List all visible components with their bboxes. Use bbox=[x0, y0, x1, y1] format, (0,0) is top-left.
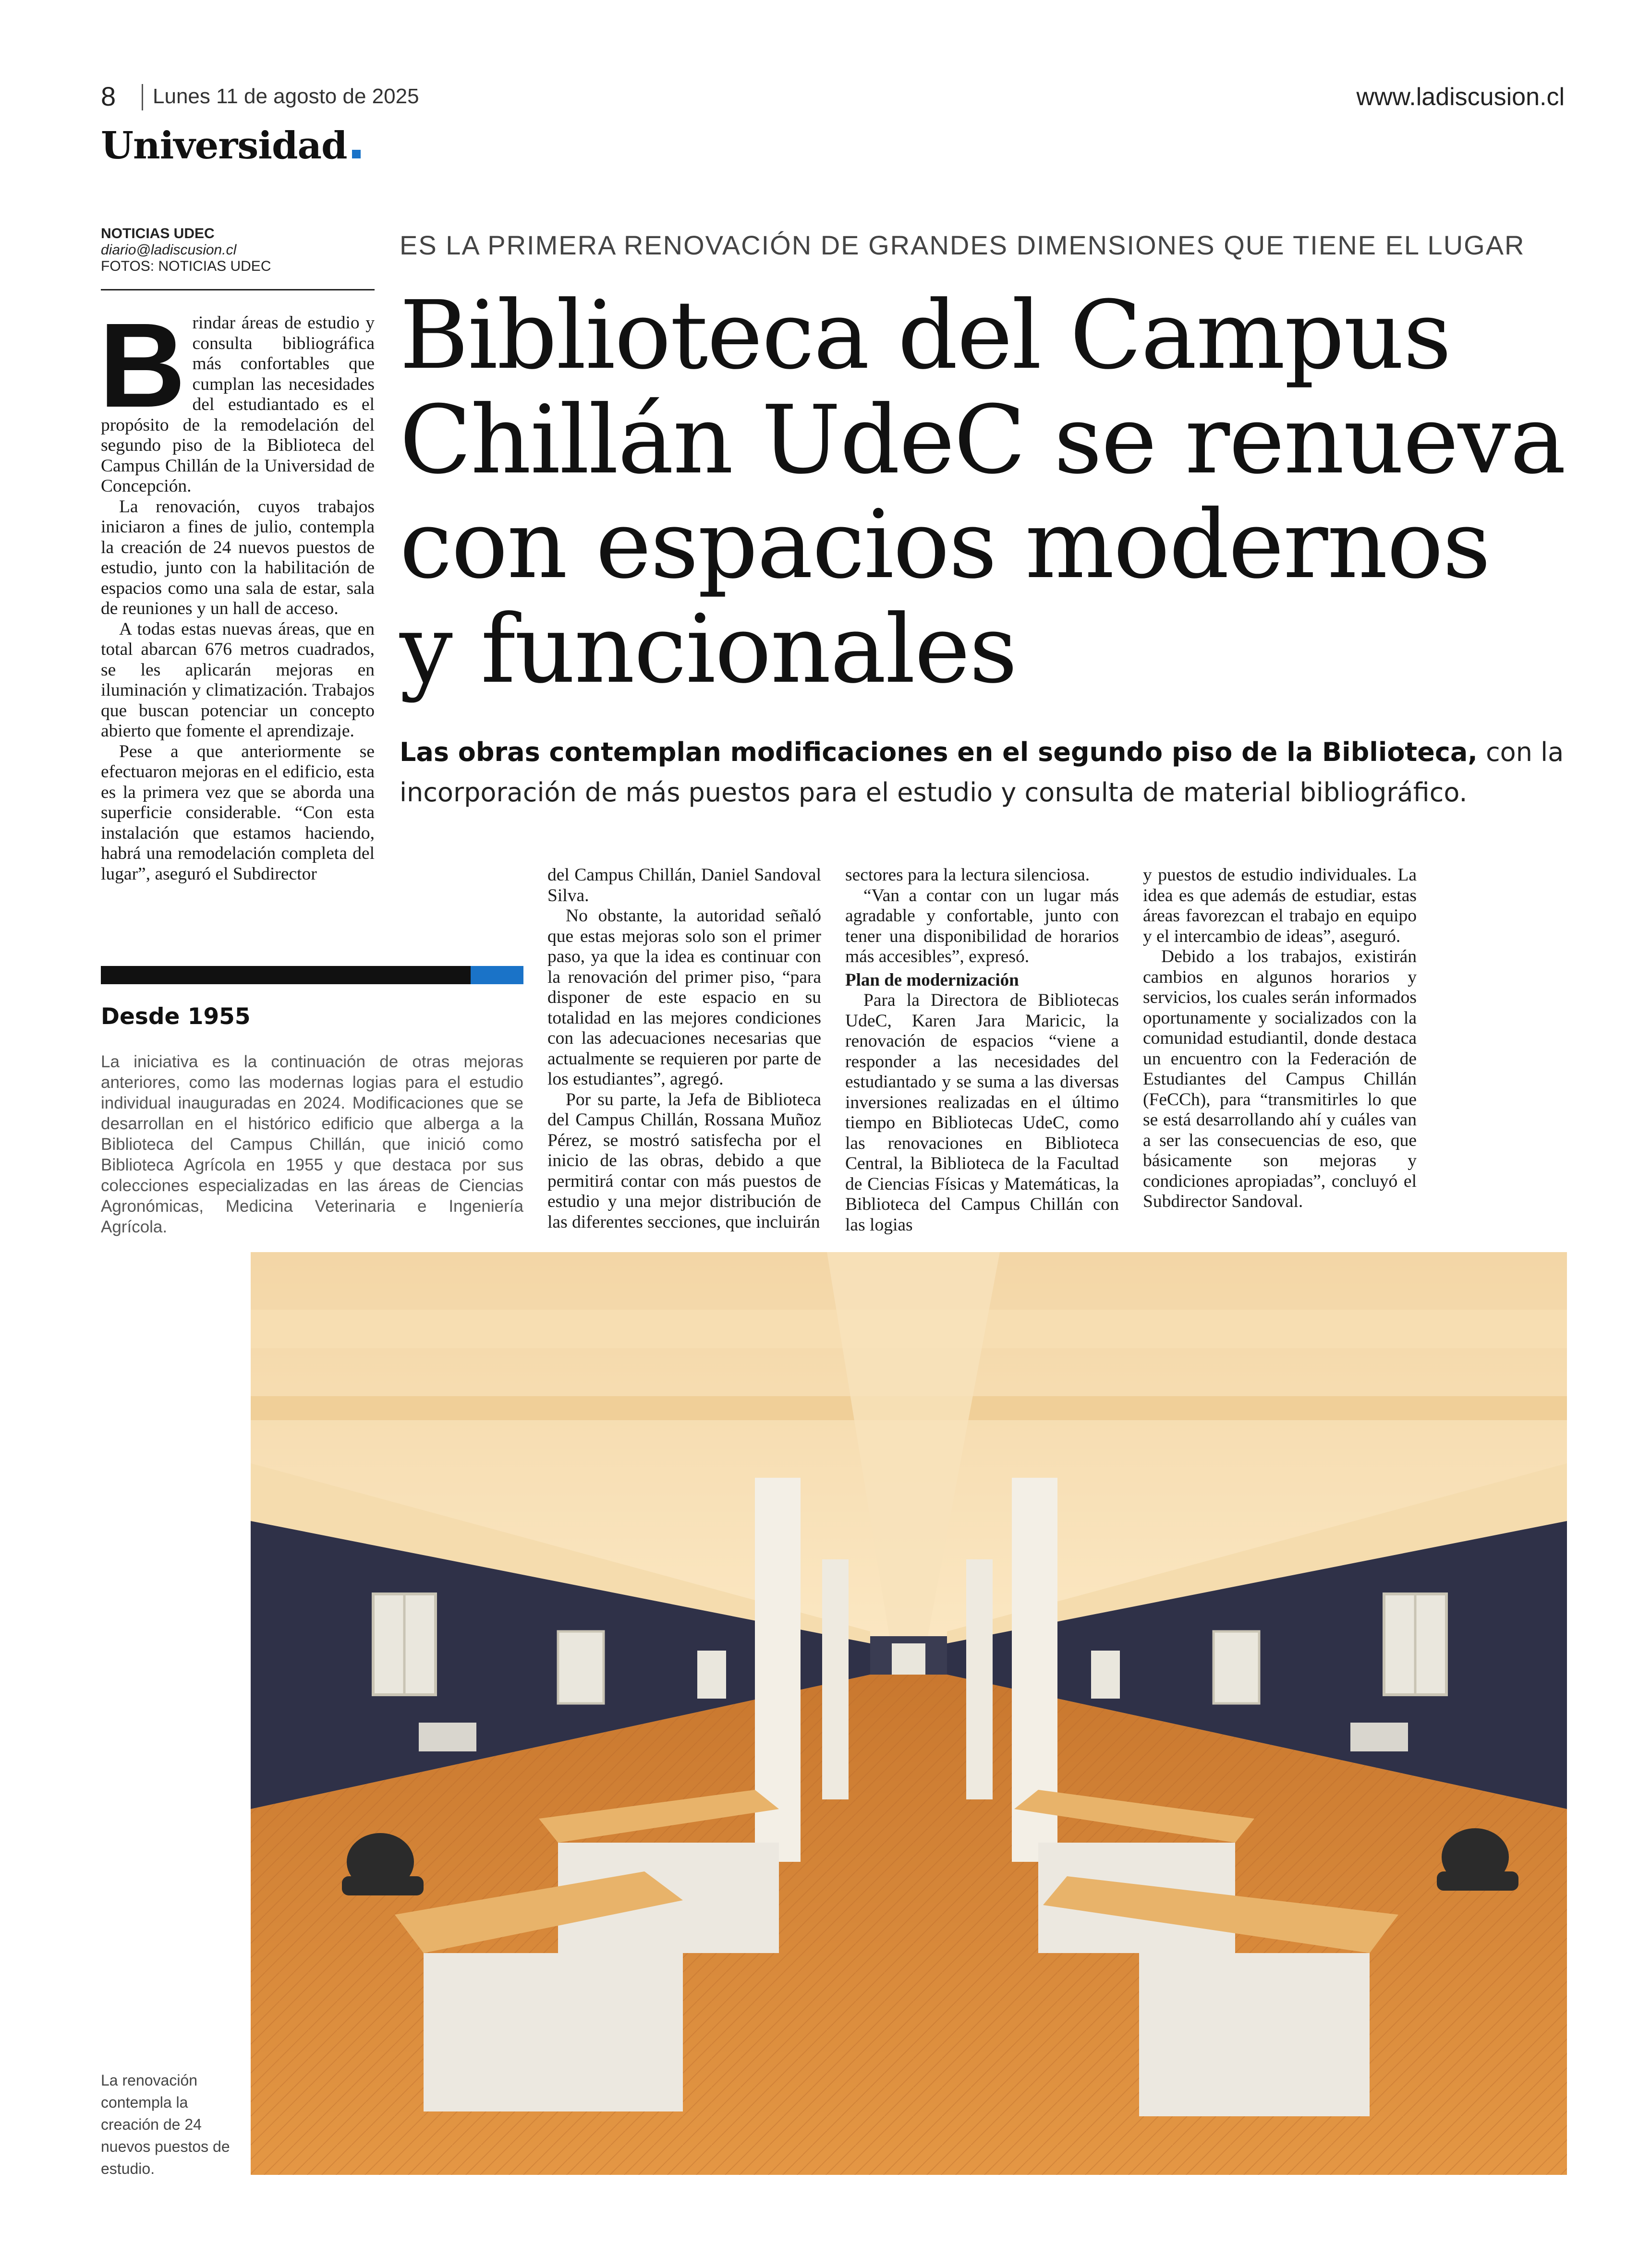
sidebar-title: Desde 1955 bbox=[101, 1003, 251, 1030]
paragraph: Para la Directora de Bibliotecas UdeC, Karen Jara Maricic, la renovación de espacios “viene a responder a las necesidades del estudiantado y se suma a las diversas inversiones realizadas en el último tiempo en Bibliotecas UdeC, como las renovaciones en Biblioteca Central, la Biblioteca de la Facultad de Ciencias Físicas y Matemáticas, la Biblioteca del Campus Chillán con las logias bbox=[845, 990, 1119, 1235]
section-label: Universidad bbox=[101, 124, 347, 168]
paragraph: y puestos de estudio individuales. La idea es que además de estudiar, estas áreas favorezcan el trabajo en equipo y el intercambio de ideas”, aseguró. bbox=[1143, 865, 1417, 946]
byline bbox=[101, 226, 271, 275]
sidebar-bar-accent bbox=[471, 966, 523, 984]
paragraph: Por su parte, la Jefa de Biblioteca del Campus Chillán, Rossana Muñoz Pérez, se mostró satisfecha por el inicio de las obras, debido a que permitirá contar con más puestos de estudio y una mejor distribución de las diferentes secciones, que incluirán bbox=[547, 1089, 821, 1232]
title-line: Chillán UdeC se renueva bbox=[400, 386, 1566, 495]
paragraph: A todas estas nuevas áreas, que en total abarcan 676 metros cuadrados, se les aplicarán mejoras en iluminación y climatización. Trabajos que buscan potenciar un concepto abierto que fomente el aprendizaje. bbox=[101, 619, 375, 741]
issue-date: Lunes 11 de agosto de 2025 bbox=[153, 84, 419, 108]
site-url[interactable]: www.ladiscusion.cl bbox=[1356, 83, 1565, 111]
article-title bbox=[400, 283, 1576, 702]
sidebar-bar bbox=[101, 966, 471, 984]
paragraph: La renovación, cuyos trabajos iniciaron a fines de julio, contempla la creación de 24 nuevos puestos de estudio, junto con la habilitación de espacios como una sala de estar, sala de reuniones y un hall de acceso. bbox=[101, 496, 375, 618]
paragraph: rindar áreas de estudio y consulta bibliográfica más confortables que cumplan las necesidades del estudiantado es el propósito de la remodelación del segundo piso de la Biblioteca del Campus Chillán de la Universidad de Concepción. bbox=[101, 313, 375, 496]
paragraph: “Van a contar con un lugar más agradable y confortable, junto con tener una disponibilidad de horarios más accesibles”, expresó. bbox=[845, 885, 1119, 966]
byline-rule bbox=[101, 289, 375, 290]
paragraph: Pese a que anteriormente se efectuaron mejoras en el edificio, esta es la primera vez que se aborda una superficie considerable. “Con esta instalación que estamos haciendo, habrá una remodelación completa del lugar”, aseguró el Subdirector bbox=[101, 741, 375, 884]
deck-bold: Las obras contemplan modificaciones en el segundo piso de la Biblioteca, bbox=[400, 737, 1478, 767]
article-kicker: ES LA PRIMERA RENOVACIÓN DE GRANDES DIMENSIONES QUE TIENE EL LUGAR bbox=[400, 230, 1525, 260]
paragraph: No obstante, la autoridad señaló que estas mejoras solo son el primer paso, ya que la idea es continuar con la renovación del primer piso, “para disponer de este espacio en su totalidad en las mejores condiciones con las adecuaciones necesarias que actualmente se requieren por parte de los estudiantes”, agregó. bbox=[547, 906, 821, 1089]
title-line: con espacios modernos bbox=[400, 490, 1490, 600]
paragraph: sectores para la lectura silenciosa. bbox=[845, 865, 1090, 885]
article-column-1 bbox=[99, 298, 375, 884]
room-illustration bbox=[251, 1252, 1567, 2175]
section-dot-icon bbox=[352, 150, 361, 158]
byline-email[interactable]: diario@ladiscusion.cl bbox=[101, 242, 237, 258]
article-column-4 bbox=[1143, 865, 1417, 1212]
article-deck bbox=[400, 732, 1576, 813]
byline-source: NOTICIAS UDEC bbox=[101, 226, 215, 241]
byline-photos: FOTOS: NOTICIAS UDEC bbox=[101, 258, 271, 274]
header-divider bbox=[142, 84, 143, 110]
page-number: 8 bbox=[101, 81, 116, 111]
sidebar-text: La iniciativa es la continuación de otras mejoras anteriores, como las modernas logias para el estudio individual inauguradas en 2024. Modificaciones que se desarrollan en el histórico edificio que alberga a la Biblioteca del Campus Chillán, que inició como Biblioteca Agrícola en 1955 y que destaca por sus colecciones especializadas en las áreas de Ciencias Agronómicas, Medicina Veterinaria e Ingeniería Agrícola. bbox=[101, 1052, 523, 1236]
photo-caption: La renovación contempla la creación de 24 nuevos puestos de estudio. bbox=[101, 2072, 230, 2177]
drop-cap: B bbox=[99, 298, 186, 432]
article-column-2 bbox=[547, 865, 821, 1232]
library-rendering-photo bbox=[251, 1252, 1567, 2175]
title-line: Biblioteca del Campus bbox=[400, 281, 1451, 390]
section-title bbox=[101, 124, 361, 168]
deck-rest: con la incorporación de más puestos para el estudio y consulta de material bibliográfico. bbox=[400, 737, 1564, 808]
article-column-3 bbox=[845, 865, 1119, 1235]
paragraph: del Campus Chillán, Daniel Sandoval Silva. bbox=[547, 865, 821, 905]
subheading: Plan de modernización bbox=[845, 970, 1019, 990]
paragraph: Debido a los trabajos, existirán cambios en algunos horarios y servicios, los cuales serán informados oportunamente y socializados con la comunidad estudiantil, donde destaca un encuentro con la Federación de Estudiantes del Campus Chillán (FeCCh), para “transmitirles lo que se está desarrollando ahí y cuáles van a ser las consecuencias de eso, que básicamente son mejoras y condiciones apropiadas”, concluyó el Subdirector Sandoval. bbox=[1143, 947, 1417, 1211]
title-line: y funcionales bbox=[400, 595, 1017, 704]
